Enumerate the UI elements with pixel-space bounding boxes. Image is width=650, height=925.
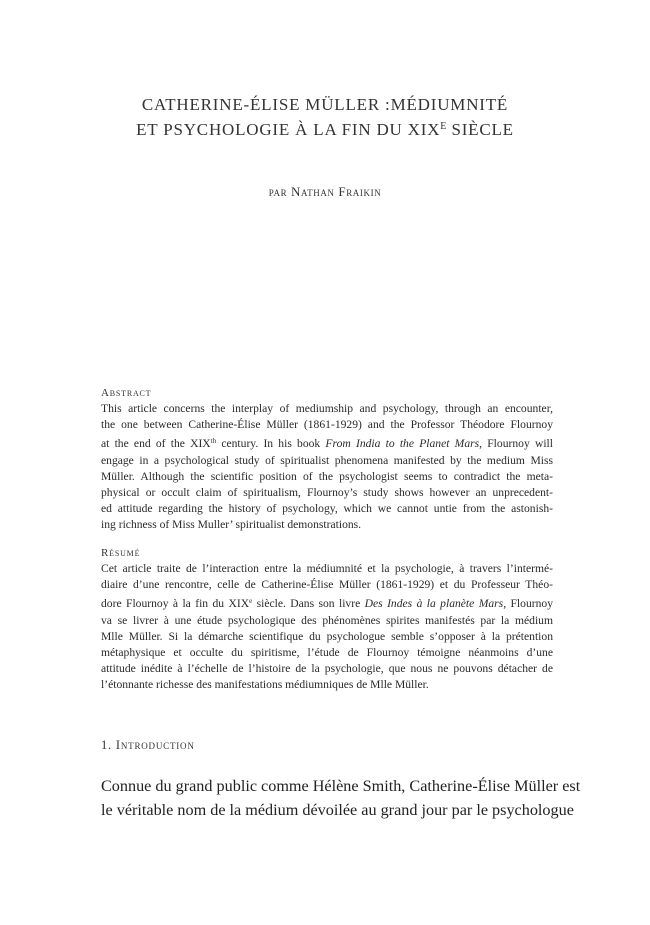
abstract-line: This article concerns the interplay of mediumship and psychology, through an encounter, <box>101 402 553 415</box>
abstract-line: the one between Catherine-Élise Müller (1861-1929) and the Professor Théodore Flournoy <box>101 418 553 432</box>
body-line: Connue du grand public comme Hélène Smith, Catherine-Élise Müller est <box>101 777 581 795</box>
body-line: le véritable nom de la médium dévoilée au grand jour par le psychologue <box>101 801 574 819</box>
abstract-line: ed attitude regarding the history of psychology, which we cannot untie from the astonish- <box>101 502 553 516</box>
resume-section <box>101 545 553 694</box>
intro-heading: 1. Introduction <box>101 738 195 752</box>
resume-line: va se livrer à une étude psychologique des phénomènes spirites manifestés par la médium <box>101 613 553 627</box>
resume-text: siècle. Dans son livre <box>252 597 365 611</box>
title-line-2-end: SIÈCLE <box>446 120 514 139</box>
abstract-text: , Flournoy will <box>479 437 553 451</box>
abstract-superscript: th <box>210 437 217 446</box>
resume-superscript: e <box>249 597 253 606</box>
abstract-paragraph <box>101 401 553 534</box>
abstract-section <box>101 385 553 534</box>
intro-body <box>101 774 581 822</box>
title-line-1: CATHERINE-ÉLISE MÜLLER :MÉDIUMNITÉ <box>141 95 509 114</box>
resume-line: l’étonnante richesse des manifestations médiumniques de Mlle Müller. <box>101 678 429 692</box>
abstract-line: engage in a psychological study of spiritualist phenomena manifested by the medium Miss <box>101 453 553 467</box>
book-title-english: From India to the Planet Mars <box>325 437 480 451</box>
abstract-text: century. In his book <box>216 437 326 451</box>
author-byline: par Nathan Fraikin <box>268 184 382 199</box>
resume-text: , Flournoy <box>503 597 553 611</box>
resume-line: métaphysique et occulte du spiritisme, l’étude de Flournoy témoigne néanmoins d’une <box>101 646 553 660</box>
article-title <box>0 94 650 141</box>
resume-label: Résumé <box>101 547 141 559</box>
resume-line: Mlle Müller. Si la démarche scientifique du psychologue semble s’opposer à la prétention <box>101 629 553 643</box>
resume-line: diaire d’une rencontre, celle de Catherine-Élise Müller (1861-1929) et du Professeur Théo- <box>101 578 553 592</box>
resume-text: dore Flournoy à la fin du XIX <box>101 597 250 611</box>
abstract-line: physical or occult claim of spiritualism, Flournoy’s study shows however an unprecedent- <box>101 486 553 500</box>
title-line-2-text: ET PSYCHOLOGIE À LA FIN DU XIX <box>136 120 441 139</box>
resume-line: attitude inédite à l’échelle de l’histoire de la psychologie, que nous ne pouvons détacher de <box>101 662 553 676</box>
abstract-text: at the end of the XIX <box>101 437 211 451</box>
book-title-french: Des Indes à la planète Mars <box>364 597 504 611</box>
abstract-line: ing richness of Miss Muller’ spiritualist demonstrations. <box>101 518 362 532</box>
abstract-line <box>101 433 553 452</box>
title-line-2 <box>0 116 650 141</box>
title-superscript: E <box>440 121 447 132</box>
resume-line <box>101 593 553 612</box>
resume-paragraph <box>101 561 553 694</box>
abstract-label: Abstract <box>101 387 152 399</box>
abstract-line: Müller. Although the scientific position of the psychologist seems to contradict the meta- <box>101 469 553 483</box>
resume-line: Cet article traite de l’interaction entre la médiumnité et la psychologie, à travers l’intermé- <box>101 562 553 575</box>
